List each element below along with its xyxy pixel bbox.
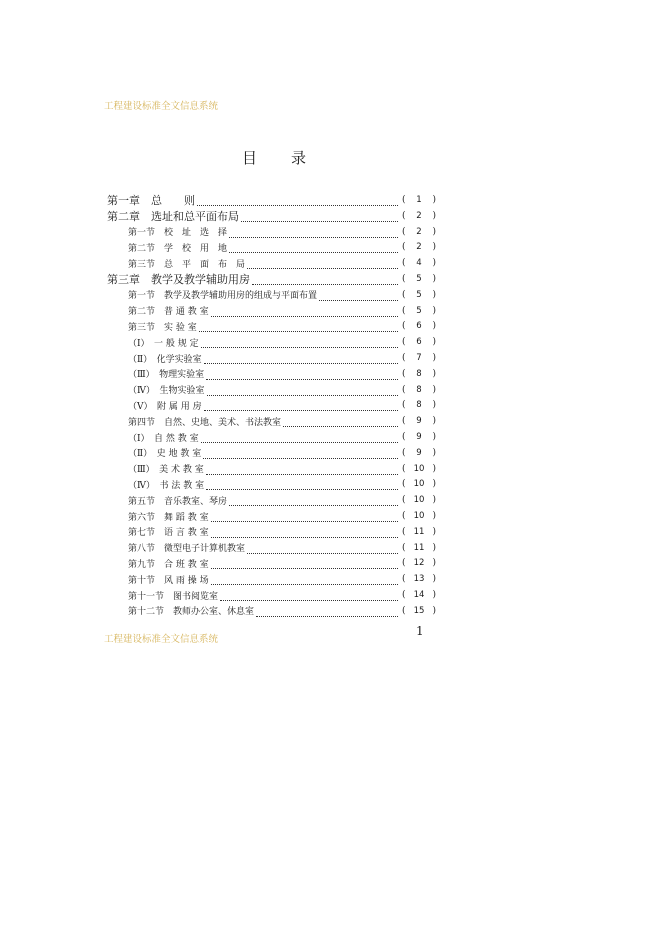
- toc-entry: [0, 382, 662, 398]
- toc-entry-page: ( 1 ): [402, 195, 436, 205]
- toc-leader-dots: [247, 258, 398, 269]
- toc-entry-page: ( 8 ): [402, 368, 436, 379]
- toc-entry-page: ( 2 ): [402, 226, 436, 237]
- watermark-top: 工程建设标准全文信息系统: [104, 101, 219, 112]
- toc-leader-dots: [204, 400, 398, 411]
- toc-entry: [0, 271, 662, 287]
- toc-entry: [0, 366, 662, 382]
- toc-leader-dots: [319, 290, 398, 301]
- toc-entry-label: （Ⅱ） 化学实验室: [128, 354, 202, 365]
- toc-entry-label: 第九节 合 班 教 室: [128, 559, 209, 570]
- toc-entry: [0, 492, 662, 508]
- toc-entry-page-number: 8: [416, 400, 422, 411]
- toc-entry-page-number: 8: [416, 368, 422, 379]
- toc-entry: [0, 303, 662, 319]
- title-char-1: 目: [242, 149, 258, 167]
- toc-entry-page: ( 2 ): [402, 242, 436, 253]
- title-char-2: 录: [291, 149, 307, 167]
- toc-entry: [0, 287, 662, 303]
- toc-leader-dots: [211, 511, 398, 522]
- toc-entry-label: 第一节 教学及教学辅助用房的组成与平面布置: [128, 291, 318, 302]
- toc-leader-dots: [283, 416, 398, 427]
- toc-entry-label: （Ⅰ） 自 然 教 室: [128, 433, 199, 444]
- toc-entry: [0, 524, 662, 540]
- toc-entry: [0, 318, 662, 334]
- toc-entry: [0, 571, 662, 587]
- toc-entry: [0, 239, 662, 255]
- toc-entry-page-number: 10: [413, 511, 425, 521]
- toc-entry-page-number: 9: [416, 416, 422, 427]
- toc-entry-label: 第三节 总 平 面 布 局: [128, 259, 246, 270]
- toc-entry-page: ( 6 ): [402, 337, 436, 348]
- toc-entry-page-number: 7: [416, 353, 422, 363]
- toc-entry-page-number: 1: [416, 195, 422, 205]
- toc-entry-label: 第五节 音乐教室、琴房: [128, 496, 228, 507]
- toc-leader-dots: [206, 479, 398, 490]
- toc-entry-page: ( 5 ): [402, 274, 436, 284]
- toc-entry-page-number: 12: [413, 558, 425, 569]
- page-number: 1: [416, 624, 424, 638]
- toc-entry-label: 第一章 总 则: [107, 194, 195, 207]
- toc-entry-page-number: 6: [416, 321, 422, 332]
- toc-leader-dots: [203, 448, 398, 459]
- toc-entry: [0, 445, 662, 461]
- toc-entry: [0, 208, 662, 224]
- toc-entry: [0, 397, 662, 413]
- toc-entry-label: 第一节 校 址 选 择: [128, 228, 228, 239]
- toc-leader-dots: [201, 432, 398, 443]
- toc-entry-page-number: 2: [416, 210, 422, 221]
- toc-entry-label: 第十二节 教师办公室、休息室: [128, 607, 255, 618]
- toc-entry-page: ( 5 ): [402, 305, 436, 316]
- toc-entry-label: 第七节 语 言 教 室: [128, 528, 209, 539]
- toc-entry: [0, 334, 662, 350]
- toc-entry-page: ( 11 ): [402, 526, 436, 537]
- toc-leader-dots: [197, 195, 398, 206]
- toc-entry: [0, 555, 662, 571]
- toc-entry-label: 第六节 舞 蹈 教 室: [128, 512, 209, 523]
- toc-entry-page-number: 8: [416, 384, 422, 395]
- toc-leader-dots: [211, 306, 398, 317]
- toc-entry-page-number: 10: [413, 479, 425, 490]
- toc-entry-label: 第三节 实 验 室: [128, 322, 197, 333]
- toc-entry: [0, 476, 662, 492]
- toc-leader-dots: [207, 385, 398, 396]
- toc-leader-dots: [201, 337, 398, 348]
- toc-entry-page: ( 10 ): [402, 511, 436, 521]
- toc-entry-page-number: 6: [416, 337, 422, 348]
- toc-leader-dots: [206, 369, 398, 380]
- toc-entry-page-number: 9: [416, 432, 422, 442]
- toc-entry-page-number: 9: [416, 447, 422, 458]
- toc-entry-page-number: 4: [416, 258, 422, 269]
- toc-entry-page: ( 9 ): [402, 447, 436, 458]
- toc-entry-page: ( 15 ): [402, 605, 436, 616]
- toc-entry-label: （Ⅳ） 生物实验室: [128, 386, 205, 397]
- toc-entry-label: 第二节 学 校 用 地: [128, 243, 228, 254]
- toc-entry-label: （Ⅲ） 物理实验室: [128, 370, 205, 381]
- toc-leader-dots: [211, 574, 398, 585]
- toc-entry: [0, 224, 662, 240]
- toc-entry-label: 第三章 教学及教学辅助用房: [107, 273, 250, 286]
- toc-entry-page: ( 6 ): [402, 321, 436, 332]
- toc-leader-dots: [199, 321, 398, 332]
- page-title: [242, 147, 306, 168]
- toc-entry-label: （Ⅲ） 美 术 教 室: [128, 465, 204, 476]
- toc-entry: [0, 429, 662, 445]
- toc-entry: [0, 350, 662, 366]
- toc-entry-label: （Ⅴ） 附 属 用 房: [128, 401, 202, 412]
- toc-entry: [0, 603, 662, 619]
- toc-entry-page-number: 2: [416, 226, 422, 237]
- toc-entry: [0, 587, 662, 603]
- toc-entry-label: （Ⅰ） 一 般 规 定: [128, 338, 199, 349]
- toc-entry-page-number: 2: [416, 242, 422, 253]
- toc-entry-page-number: 10: [413, 463, 425, 474]
- toc-entry-page: ( 13 ): [402, 574, 436, 585]
- toc-leader-dots: [229, 242, 398, 253]
- toc-leader-dots: [247, 543, 398, 554]
- toc-leader-dots: [252, 274, 398, 285]
- toc-entry-page-number: 10: [413, 495, 425, 506]
- toc-entry-page: ( 10 ): [402, 495, 436, 506]
- toc-leader-dots: [241, 211, 398, 222]
- toc-leader-dots: [206, 464, 398, 475]
- toc-entry-page-number: 13: [413, 574, 425, 585]
- toc-entry-page: ( 8 ): [402, 384, 436, 395]
- toc-entry-page: ( 2 ): [402, 210, 436, 221]
- toc-leader-dots: [229, 227, 398, 238]
- toc-leader-dots: [229, 495, 398, 506]
- toc-entry-label: （Ⅳ） 书 法 教 室: [128, 480, 205, 491]
- toc-entry-page: ( 10 ): [402, 463, 436, 474]
- toc-leader-dots: [204, 353, 398, 364]
- toc-entry-page: ( 10 ): [402, 479, 436, 490]
- toc-entry-label: 第十节 风 雨 操 场: [128, 575, 209, 586]
- toc-entry-label: 第十一节 图书阅览室: [128, 591, 219, 602]
- toc-entry: [0, 255, 662, 271]
- toc-entry: [0, 461, 662, 477]
- toc-entry-page: ( 14 ): [402, 590, 436, 600]
- toc-entry-page-number: 11: [413, 526, 425, 537]
- toc-entry-page-number: 5: [416, 274, 422, 284]
- toc-entry-page: ( 9 ): [402, 416, 436, 427]
- toc-entry-label: 第二章 选址和总平面布局: [107, 209, 239, 223]
- toc-entry: [0, 413, 662, 429]
- toc-entry-label: 第四节 自然、史地、美术、书法教室: [128, 417, 282, 428]
- toc-entry-page-number: 14: [413, 590, 425, 600]
- toc-entry-page: ( 12 ): [402, 558, 436, 569]
- toc-entry-label: 第八节 微型电子计算机教室: [128, 544, 246, 555]
- toc-leader-dots: [220, 590, 398, 601]
- toc-entry-page: ( 8 ): [402, 400, 436, 411]
- toc-entry-page: ( 5 ): [402, 289, 436, 300]
- toc-entry-page-number: 15: [413, 605, 425, 616]
- toc-entry-page-number: 5: [416, 305, 422, 316]
- toc-leader-dots: [211, 558, 398, 569]
- toc-entry-page: ( 7 ): [402, 353, 436, 363]
- toc-entry-page-number: 5: [416, 289, 422, 300]
- toc-entry-page: ( 4 ): [402, 258, 436, 269]
- toc-leader-dots: [256, 606, 398, 617]
- toc-entry-label: 第二节 普 通 教 室: [128, 307, 209, 318]
- toc-entry-page-number: 11: [413, 542, 425, 553]
- toc-entry-page: ( 11 ): [402, 542, 436, 553]
- toc-entry: [0, 192, 662, 208]
- toc-entry: [0, 508, 662, 524]
- toc-entry-page: ( 9 ): [402, 432, 436, 442]
- toc-entry: [0, 540, 662, 556]
- toc-entry-label: （Ⅱ） 史 地 教 室: [128, 449, 202, 460]
- watermark-bottom: 工程建设标准全文信息系统: [104, 634, 219, 645]
- toc-leader-dots: [211, 527, 398, 538]
